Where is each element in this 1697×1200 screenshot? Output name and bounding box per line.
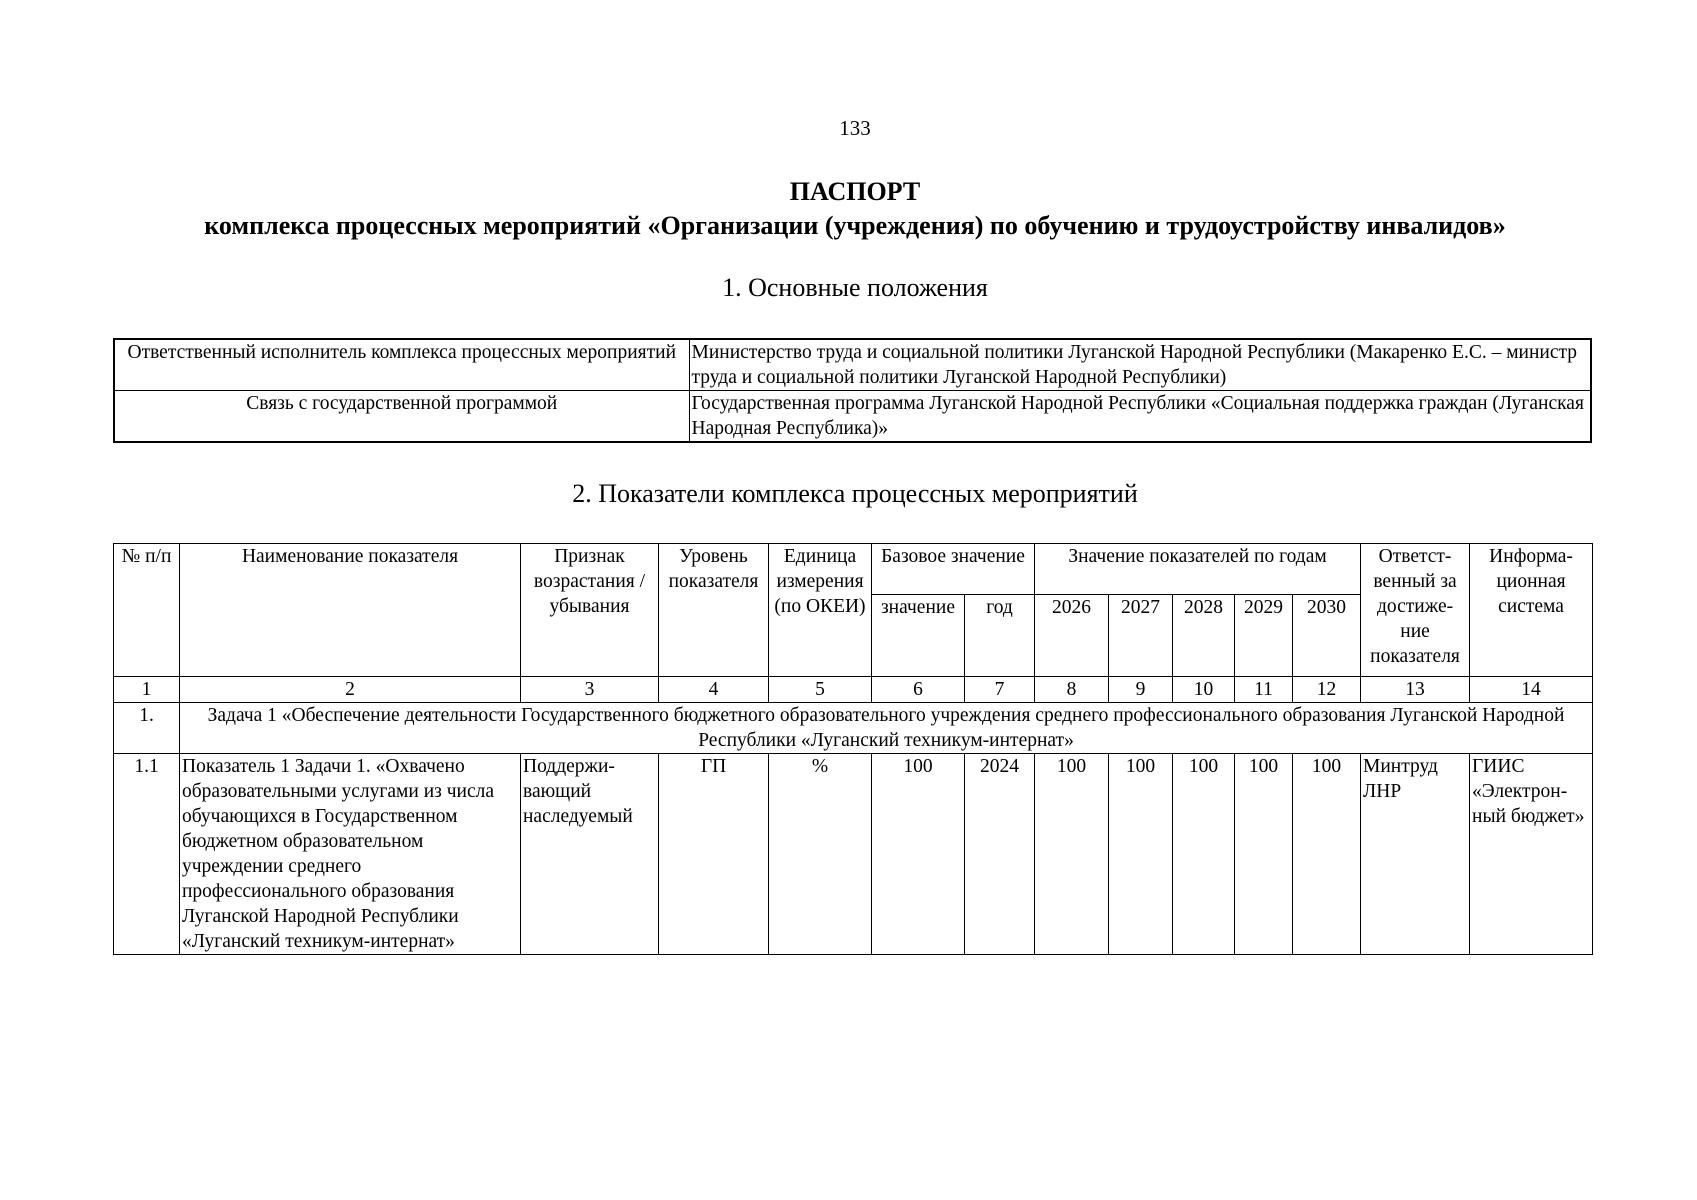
column-number: 1	[114, 677, 180, 703]
page-number: 133	[839, 116, 871, 140]
program-link-value: Государственная программа Луганской Народной Республики «Социальная поддержка граждан (Луганская Народная Республика)»	[689, 391, 1591, 443]
indicator-trend: Поддержи-вающий наследуемый	[521, 754, 659, 955]
indicator-name: Показатель 1 Задачи 1. «Охвачено образовательными услугами из числа обучающихся в Государственном бюджетном образовательном учреждении среднего профессионального образования Луганской Народной Республики «Луганский техникум-интернат»	[180, 754, 521, 955]
column-number: 10	[1173, 677, 1235, 703]
header-base-year: год	[965, 595, 1035, 677]
table-row	[114, 339, 1591, 391]
column-number: 4	[659, 677, 769, 703]
column-number: 12	[1293, 677, 1361, 703]
column-number: 14	[1470, 677, 1593, 703]
indicator-num: 1.1	[114, 754, 180, 955]
column-number: 2	[180, 677, 521, 703]
header-values-by-year: Значение показателей по годам	[1035, 544, 1361, 595]
header-unit: Единица измерения (по ОКЕИ)	[769, 544, 872, 677]
header-info-system: Информа-ционная система	[1470, 544, 1593, 677]
column-number: 5	[769, 677, 872, 703]
header-row	[114, 544, 1593, 595]
indicator-value-2030: 100	[1293, 754, 1361, 955]
task-num: 1.	[114, 703, 180, 754]
section-2-heading: 2. Показатели комплекса процессных мероприятий	[572, 479, 1138, 508]
task-text: Задача 1 «Обеспечение деятельности Государственного бюджетного образовательного учреждения среднего профессионального образования Луганской Народной Республики «Луганский техникум-интернат»	[180, 703, 1593, 754]
column-number: 3	[521, 677, 659, 703]
header-trend: Признак возрастания / убывания	[521, 544, 659, 677]
title-line-2: комплекса процессных мероприятий «Организации (учреждения) по обучению и трудоустройству инвалидов»	[204, 211, 1506, 240]
indicator-info-system: ГИИС «Электрон-ный бюджет»	[1470, 754, 1593, 955]
indicator-responsible: Минтруд ЛНР	[1361, 754, 1470, 955]
header-year-2030: 2030	[1293, 595, 1361, 677]
header-year-2028: 2028	[1173, 595, 1235, 677]
indicator-level: ГП	[659, 754, 769, 955]
indicator-value-2029: 100	[1235, 754, 1293, 955]
task-row	[114, 703, 1593, 754]
indicator-value-2027: 100	[1109, 754, 1173, 955]
header-responsible: Ответст-венный за достиже-ние показателя	[1361, 544, 1470, 677]
header-num: № п/п	[114, 544, 180, 677]
header-level: Уровень показателя	[659, 544, 769, 677]
indicator-value-2026: 100	[1035, 754, 1109, 955]
header-base-value: значение	[872, 595, 965, 677]
indicator-row	[114, 754, 1593, 955]
column-number: 11	[1235, 677, 1293, 703]
indicator-unit: %	[769, 754, 872, 955]
header-year-2027: 2027	[1109, 595, 1173, 677]
column-number: 7	[965, 677, 1035, 703]
header-name: Наименование показателя	[180, 544, 521, 677]
section-1-heading: 1. Основные положения	[722, 273, 988, 302]
indicator-value-2028: 100	[1173, 754, 1235, 955]
column-number: 8	[1035, 677, 1109, 703]
responsible-executor-label: Ответственный исполнитель комплекса процессных мероприятий	[114, 339, 689, 391]
table-row	[114, 391, 1591, 443]
indicator-base-year: 2024	[965, 754, 1035, 955]
column-number: 9	[1109, 677, 1173, 703]
header-year-2029: 2029	[1235, 595, 1293, 677]
column-number: 13	[1361, 677, 1470, 703]
title-line-1: ПАСПОРТ	[789, 177, 921, 206]
header-base: Базовое значение	[872, 544, 1035, 595]
header-year-2026: 2026	[1035, 595, 1109, 677]
program-link-label: Связь с государственной программой	[114, 391, 689, 443]
main-provisions-table	[113, 338, 1592, 443]
responsible-executor-value: Министерство труда и социальной политики Луганской Народной Республики (Макаренко Е.С. – министр труда и социальной политики Луганской Народной Республики)	[689, 339, 1591, 391]
column-number: 6	[872, 677, 965, 703]
indicator-base-value: 100	[872, 754, 965, 955]
document-title	[0, 175, 1697, 243]
indicators-table	[113, 543, 1593, 955]
column-numbers-row	[114, 677, 1593, 703]
